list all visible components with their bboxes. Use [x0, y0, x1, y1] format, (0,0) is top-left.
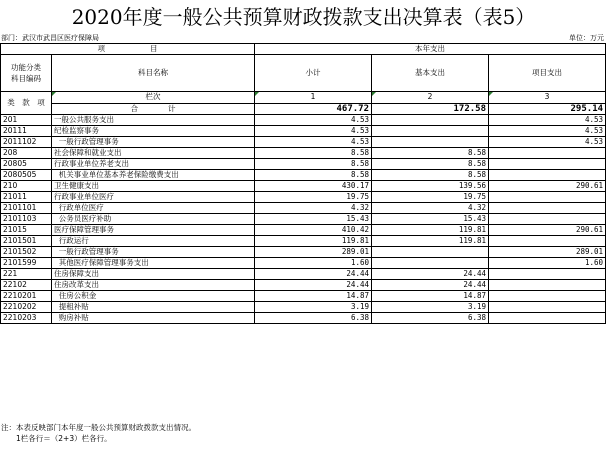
row-subject-name: 住房保障支出 [52, 269, 255, 280]
row-subtotal: 4.53 [255, 126, 372, 137]
table-row [1, 214, 606, 225]
header-subtotal: 小计 [255, 55, 372, 92]
row-subtotal: 4.53 [255, 137, 372, 148]
row-subject-name: 行政事业单位养老支出 [52, 159, 255, 170]
row-subject-name: 行政单位医疗 [52, 203, 255, 214]
table-row [1, 126, 606, 137]
row-project [489, 302, 606, 313]
row-subtotal: 24.44 [255, 280, 372, 291]
row-code: 2080505 [1, 170, 52, 181]
row-subtotal: 6.38 [255, 313, 372, 324]
row-basic: 119.81 [372, 225, 489, 236]
table-row [1, 280, 606, 291]
row-code: 2101101 [1, 203, 52, 214]
row-subtotal: 15.43 [255, 214, 372, 225]
row-subtotal: 1.60 [255, 258, 372, 269]
row-subtotal: 430.17 [255, 181, 372, 192]
row-subject-name: 住房公积金 [52, 291, 255, 302]
row-project: 4.53 [489, 126, 606, 137]
row-subtotal: 3.19 [255, 302, 372, 313]
header-subject-name: 科目名称 [52, 55, 255, 92]
row-code: 210 [1, 181, 52, 192]
row-project [489, 159, 606, 170]
row-subtotal: 8.58 [255, 159, 372, 170]
table-row [1, 170, 606, 181]
table-row [1, 225, 606, 236]
row-code: 2101502 [1, 247, 52, 258]
footnote: 1栏各行＝（2+3）栏各行。 [1, 434, 112, 443]
row-subject-name: 一般行政管理事务 [52, 247, 255, 258]
row-basic: 8.58 [372, 148, 489, 159]
row-code: 221 [1, 269, 52, 280]
header-xiang: 项 [37, 98, 45, 107]
row-subject-name: 医疗保障管理事务 [52, 225, 255, 236]
row-code: 21015 [1, 225, 52, 236]
row-subtotal: 4.53 [255, 115, 372, 126]
row-subject-name: 购房补贴 [52, 313, 255, 324]
table-row [1, 148, 606, 159]
row-subject-name: 一般行政管理事务 [52, 137, 255, 148]
footnote: 注：本表反映部门本年度一般公共预算财政拨款支出情况。 [1, 423, 196, 432]
row-subtotal: 8.58 [255, 148, 372, 159]
row-project [489, 236, 606, 247]
row-code: 2210202 [1, 302, 52, 313]
row-project [489, 291, 606, 302]
header-lkx [1, 92, 52, 115]
table-row [1, 313, 606, 324]
header-lei: 类 [7, 98, 15, 107]
row-subtotal: 8.58 [255, 170, 372, 181]
row-subject-name: 卫生健康支出 [52, 181, 255, 192]
header-item: 项 目 [1, 44, 255, 55]
row-subject-name: 纪检监察事务 [52, 126, 255, 137]
row-project: 4.53 [489, 137, 606, 148]
row-basic: 119.81 [372, 236, 489, 247]
total-project: 295.14 [489, 103, 606, 115]
row-subject-name: 其他医疗保障管理事务支出 [52, 258, 255, 269]
table-row [1, 269, 606, 280]
row-project [489, 203, 606, 214]
row-subject-name: 公务员医疗补助 [52, 214, 255, 225]
header-kuan: 款 [22, 98, 30, 107]
row-subtotal: 410.42 [255, 225, 372, 236]
row-subtotal: 14.87 [255, 291, 372, 302]
row-subtotal: 24.44 [255, 269, 372, 280]
row-code: 21011 [1, 192, 52, 203]
table-row [1, 247, 606, 258]
row-basic: 14.87 [372, 291, 489, 302]
row-code: 22102 [1, 280, 52, 291]
row-project: 4.53 [489, 115, 606, 126]
row-basic [372, 115, 489, 126]
row-basic: 3.19 [372, 302, 489, 313]
table-row [1, 203, 606, 214]
header-current-year: 本年支出 [255, 44, 606, 55]
row-basic [372, 247, 489, 258]
total-basic: 172.58 [372, 103, 489, 115]
expenditure-table [0, 43, 606, 324]
header-col2: 2 [372, 92, 489, 104]
row-subtotal: 289.01 [255, 247, 372, 258]
row-code: 2101501 [1, 236, 52, 247]
table-row [1, 258, 606, 269]
row-project [489, 214, 606, 225]
row-basic: 8.58 [372, 159, 489, 170]
row-subject-name: 住房改革支出 [52, 280, 255, 291]
row-basic: 24.44 [372, 280, 489, 291]
row-code: 2210201 [1, 291, 52, 302]
row-code: 2101599 [1, 258, 52, 269]
row-basic: 139.56 [372, 181, 489, 192]
row-basic: 15.43 [372, 214, 489, 225]
header-func-code: 功能分类 科目编码 [1, 55, 52, 92]
row-basic: 6.38 [372, 313, 489, 324]
row-basic [372, 258, 489, 269]
row-basic [372, 126, 489, 137]
table-row [1, 159, 606, 170]
table-row [1, 291, 606, 302]
row-subject-name: 社会保障和就业支出 [52, 148, 255, 159]
table-row [1, 302, 606, 313]
row-project: 290.61 [489, 181, 606, 192]
row-subject-name: 机关事业单位基本养老保险缴费支出 [52, 170, 255, 181]
row-code: 208 [1, 148, 52, 159]
header-col-order: 栏次 [52, 92, 255, 104]
row-project [489, 192, 606, 203]
row-subject-name: 一般公共服务支出 [52, 115, 255, 126]
header-col1: 1 [255, 92, 372, 104]
row-project: 1.60 [489, 258, 606, 269]
row-code: 2210203 [1, 313, 52, 324]
row-basic: 24.44 [372, 269, 489, 280]
header-project: 项目支出 [489, 55, 606, 92]
row-basic: 8.58 [372, 170, 489, 181]
header-col3: 3 [489, 92, 606, 104]
row-project [489, 280, 606, 291]
row-code: 20111 [1, 126, 52, 137]
table-row [1, 236, 606, 247]
row-basic: 19.75 [372, 192, 489, 203]
row-basic [372, 137, 489, 148]
table-row [1, 137, 606, 148]
row-subject-name: 行政事业单位医疗 [52, 192, 255, 203]
row-subtotal: 4.32 [255, 203, 372, 214]
row-code: 2101103 [1, 214, 52, 225]
row-subtotal: 119.81 [255, 236, 372, 247]
row-code: 201 [1, 115, 52, 126]
row-basic: 4.32 [372, 203, 489, 214]
table-row [1, 181, 606, 192]
total-subtotal: 467.72 [255, 103, 372, 115]
page-title: 2020年度一般公共预算财政拨款支出决算表（表5） [71, 5, 536, 29]
row-project: 289.01 [489, 247, 606, 258]
row-project [489, 313, 606, 324]
unit-label: 单位：万元 [569, 34, 604, 42]
row-subtotal: 19.75 [255, 192, 372, 203]
row-project [489, 170, 606, 181]
header-basic: 基本支出 [372, 55, 489, 92]
row-project [489, 148, 606, 159]
row-project: 290.61 [489, 225, 606, 236]
row-subject-name: 提租补贴 [52, 302, 255, 313]
department-label: 部门：武汉市武昌区医疗保障局 [1, 34, 99, 42]
total-label: 合 计 [52, 103, 255, 115]
row-code: 2011102 [1, 137, 52, 148]
table-row [1, 115, 606, 126]
row-project [489, 269, 606, 280]
row-code: 20805 [1, 159, 52, 170]
table-row [1, 192, 606, 203]
row-subject-name: 行政运行 [52, 236, 255, 247]
